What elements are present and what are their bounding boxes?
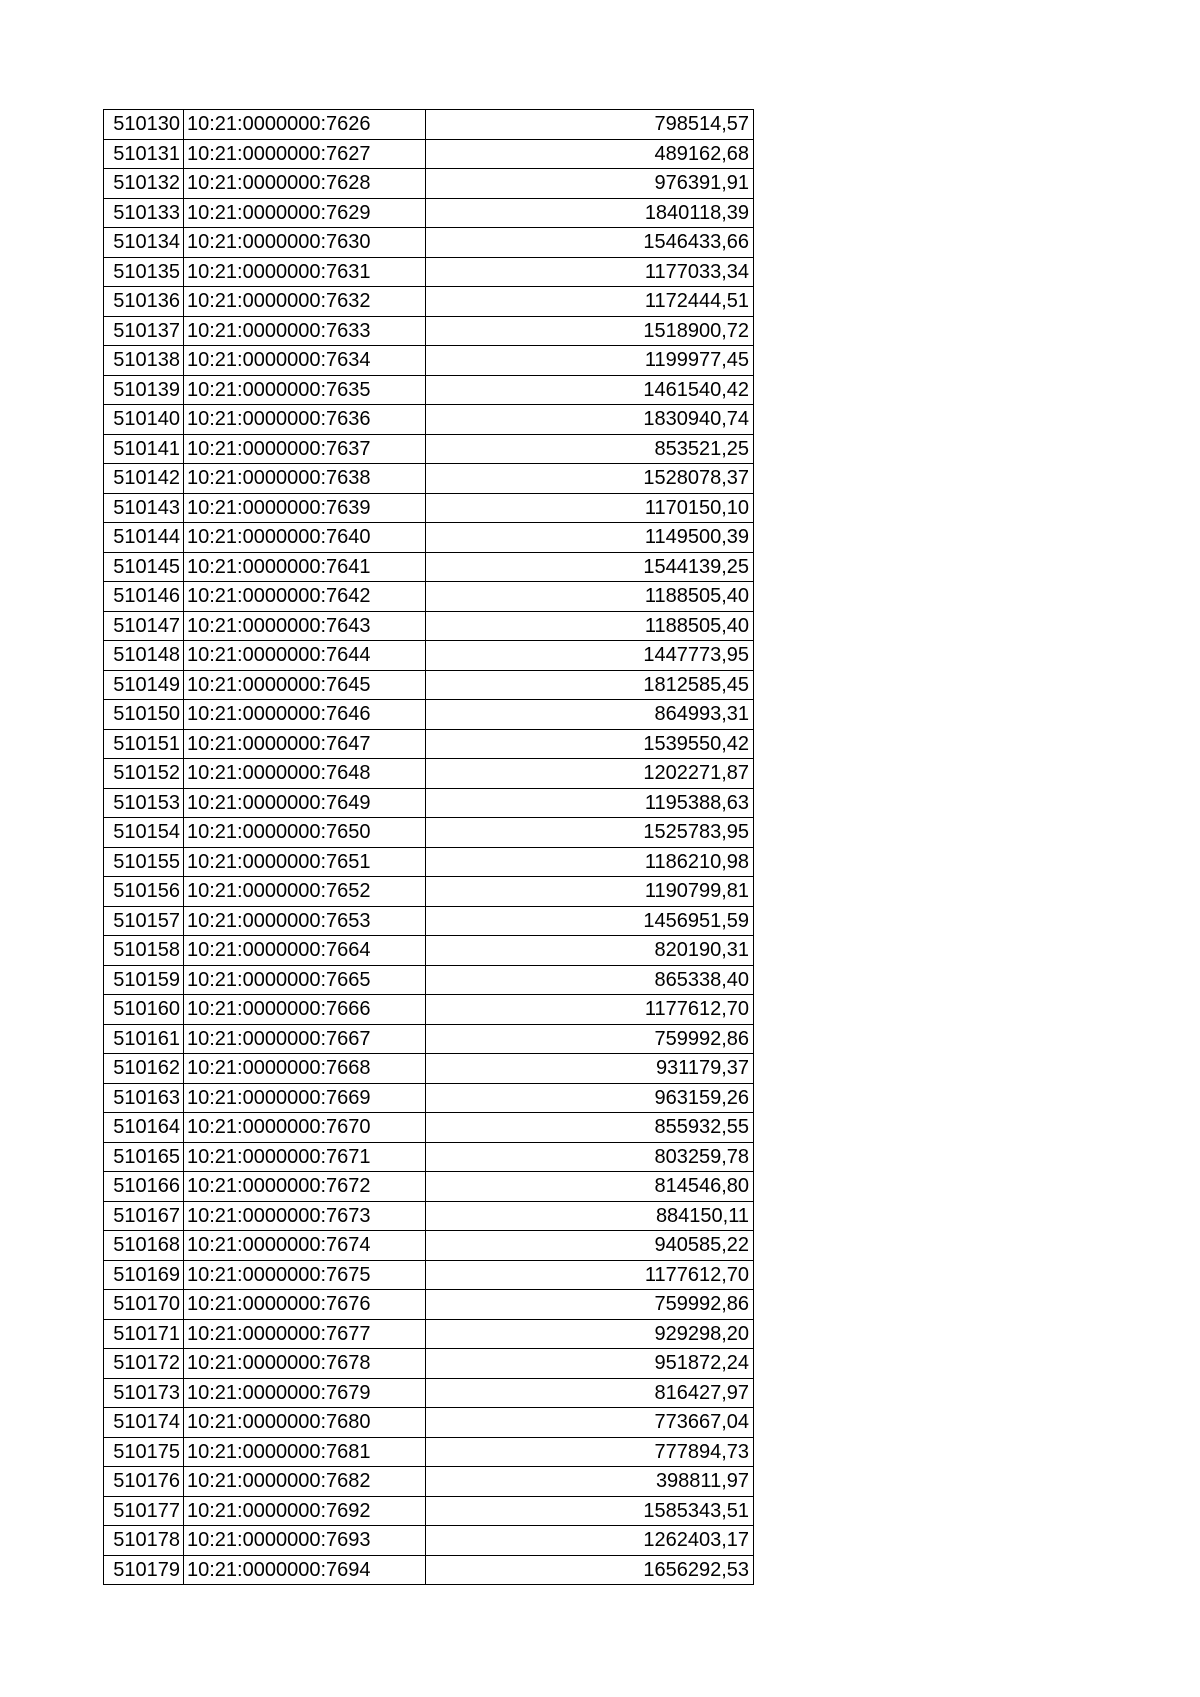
row-number-cell: 510139 <box>104 375 184 405</box>
table-body <box>104 110 754 1585</box>
value-cell: 814546,80 <box>426 1172 754 1202</box>
table-row <box>104 1349 754 1379</box>
value-cell: 1656292,53 <box>426 1555 754 1585</box>
value-cell: 865338,40 <box>426 965 754 995</box>
table-row <box>104 1231 754 1261</box>
cadastral-number-cell: 10:21:0000000:7677 <box>184 1319 426 1349</box>
row-number-cell: 510154 <box>104 818 184 848</box>
cadastral-number-cell: 10:21:0000000:7682 <box>184 1467 426 1497</box>
row-number-cell: 510163 <box>104 1083 184 1113</box>
value-cell: 1528078,37 <box>426 464 754 494</box>
row-number-cell: 510138 <box>104 346 184 376</box>
cadastral-number-cell: 10:21:0000000:7675 <box>184 1260 426 1290</box>
row-number-cell: 510151 <box>104 729 184 759</box>
table-row <box>104 877 754 907</box>
cadastral-number-cell: 10:21:0000000:7679 <box>184 1378 426 1408</box>
table-row <box>104 228 754 258</box>
table-row <box>104 1201 754 1231</box>
row-number-cell: 510173 <box>104 1378 184 1408</box>
row-number-cell: 510140 <box>104 405 184 435</box>
value-cell: 1812585,45 <box>426 670 754 700</box>
row-number-cell: 510165 <box>104 1142 184 1172</box>
row-number-cell: 510169 <box>104 1260 184 1290</box>
value-cell: 773667,04 <box>426 1408 754 1438</box>
cadastral-number-cell: 10:21:0000000:7651 <box>184 847 426 877</box>
cadastral-number-cell: 10:21:0000000:7670 <box>184 1113 426 1143</box>
value-cell: 1177612,70 <box>426 1260 754 1290</box>
table-row <box>104 788 754 818</box>
row-number-cell: 510143 <box>104 493 184 523</box>
row-number-cell: 510146 <box>104 582 184 612</box>
row-number-cell: 510170 <box>104 1290 184 1320</box>
value-cell: 1585343,51 <box>426 1496 754 1526</box>
cadastral-number-cell: 10:21:0000000:7644 <box>184 641 426 671</box>
cadastral-number-cell: 10:21:0000000:7638 <box>184 464 426 494</box>
row-number-cell: 510132 <box>104 169 184 199</box>
row-number-cell: 510178 <box>104 1526 184 1556</box>
table-row <box>104 1526 754 1556</box>
row-number-cell: 510156 <box>104 877 184 907</box>
row-number-cell: 510157 <box>104 906 184 936</box>
row-number-cell: 510137 <box>104 316 184 346</box>
cadastral-number-cell: 10:21:0000000:7636 <box>184 405 426 435</box>
value-cell: 759992,86 <box>426 1024 754 1054</box>
table-row <box>104 1408 754 1438</box>
row-number-cell: 510171 <box>104 1319 184 1349</box>
cadastral-number-cell: 10:21:0000000:7641 <box>184 552 426 582</box>
table-row <box>104 641 754 671</box>
table-row <box>104 936 754 966</box>
table-row <box>104 287 754 317</box>
value-cell: 929298,20 <box>426 1319 754 1349</box>
table-row <box>104 198 754 228</box>
cadastral-number-cell: 10:21:0000000:7652 <box>184 877 426 907</box>
row-number-cell: 510131 <box>104 139 184 169</box>
value-cell: 853521,25 <box>426 434 754 464</box>
cadastral-number-cell: 10:21:0000000:7628 <box>184 169 426 199</box>
table-row <box>104 582 754 612</box>
cadastral-number-cell: 10:21:0000000:7629 <box>184 198 426 228</box>
value-cell: 1525783,95 <box>426 818 754 848</box>
table-row <box>104 1290 754 1320</box>
table-row <box>104 906 754 936</box>
cadastral-number-cell: 10:21:0000000:7664 <box>184 936 426 966</box>
row-number-cell: 510176 <box>104 1467 184 1497</box>
cadastral-number-cell: 10:21:0000000:7642 <box>184 582 426 612</box>
cadastral-number-cell: 10:21:0000000:7633 <box>184 316 426 346</box>
table-row <box>104 670 754 700</box>
value-cell: 1830940,74 <box>426 405 754 435</box>
table-row <box>104 169 754 199</box>
value-cell: 1456951,59 <box>426 906 754 936</box>
value-cell: 1149500,39 <box>426 523 754 553</box>
table-row <box>104 611 754 641</box>
table-row <box>104 523 754 553</box>
table-row <box>104 1172 754 1202</box>
cadastral-number-cell: 10:21:0000000:7637 <box>184 434 426 464</box>
value-cell: 1177612,70 <box>426 995 754 1025</box>
table-row <box>104 1437 754 1467</box>
value-cell: 1172444,51 <box>426 287 754 317</box>
table-row <box>104 464 754 494</box>
table-row <box>104 965 754 995</box>
table-row <box>104 1467 754 1497</box>
cadastral-number-cell: 10:21:0000000:7645 <box>184 670 426 700</box>
table-row <box>104 1496 754 1526</box>
row-number-cell: 510148 <box>104 641 184 671</box>
row-number-cell: 510135 <box>104 257 184 287</box>
value-cell: 1840118,39 <box>426 198 754 228</box>
table-row <box>104 346 754 376</box>
table-row <box>104 1378 754 1408</box>
cadastral-number-cell: 10:21:0000000:7665 <box>184 965 426 995</box>
cadastral-number-cell: 10:21:0000000:7671 <box>184 1142 426 1172</box>
row-number-cell: 510144 <box>104 523 184 553</box>
value-cell: 884150,11 <box>426 1201 754 1231</box>
row-number-cell: 510161 <box>104 1024 184 1054</box>
cadastral-number-cell: 10:21:0000000:7649 <box>184 788 426 818</box>
value-cell: 940585,22 <box>426 1231 754 1261</box>
value-cell: 1544139,25 <box>426 552 754 582</box>
row-number-cell: 510179 <box>104 1555 184 1585</box>
value-cell: 951872,24 <box>426 1349 754 1379</box>
table-row <box>104 1083 754 1113</box>
table-row <box>104 1054 754 1084</box>
row-number-cell: 510167 <box>104 1201 184 1231</box>
value-cell: 803259,78 <box>426 1142 754 1172</box>
row-number-cell: 510160 <box>104 995 184 1025</box>
cadastral-number-cell: 10:21:0000000:7667 <box>184 1024 426 1054</box>
value-cell: 931179,37 <box>426 1054 754 1084</box>
cadastral-number-cell: 10:21:0000000:7666 <box>184 995 426 1025</box>
row-number-cell: 510166 <box>104 1172 184 1202</box>
table-row <box>104 995 754 1025</box>
value-cell: 1546433,66 <box>426 228 754 258</box>
table-row <box>104 110 754 140</box>
row-number-cell: 510142 <box>104 464 184 494</box>
cadastral-number-cell: 10:21:0000000:7669 <box>184 1083 426 1113</box>
table-row <box>104 729 754 759</box>
cadastral-number-cell: 10:21:0000000:7634 <box>184 346 426 376</box>
value-cell: 1177033,34 <box>426 257 754 287</box>
cadastral-number-cell: 10:21:0000000:7635 <box>184 375 426 405</box>
value-cell: 1188505,40 <box>426 582 754 612</box>
table-row <box>104 700 754 730</box>
row-number-cell: 510130 <box>104 110 184 140</box>
value-cell: 820190,31 <box>426 936 754 966</box>
table-row <box>104 1555 754 1585</box>
row-number-cell: 510141 <box>104 434 184 464</box>
value-cell: 759992,86 <box>426 1290 754 1320</box>
cadastral-number-cell: 10:21:0000000:7631 <box>184 257 426 287</box>
row-number-cell: 510162 <box>104 1054 184 1084</box>
row-number-cell: 510133 <box>104 198 184 228</box>
row-number-cell: 510149 <box>104 670 184 700</box>
cadastral-number-cell: 10:21:0000000:7647 <box>184 729 426 759</box>
row-number-cell: 510159 <box>104 965 184 995</box>
row-number-cell: 510164 <box>104 1113 184 1143</box>
value-cell: 1190799,81 <box>426 877 754 907</box>
row-number-cell: 510145 <box>104 552 184 582</box>
value-cell: 1262403,17 <box>426 1526 754 1556</box>
cadastral-number-cell: 10:21:0000000:7668 <box>184 1054 426 1084</box>
table-row <box>104 1260 754 1290</box>
cadastral-number-cell: 10:21:0000000:7639 <box>184 493 426 523</box>
row-number-cell: 510150 <box>104 700 184 730</box>
cadastral-number-cell: 10:21:0000000:7630 <box>184 228 426 258</box>
row-number-cell: 510152 <box>104 759 184 789</box>
row-number-cell: 510153 <box>104 788 184 818</box>
cadastral-number-cell: 10:21:0000000:7626 <box>184 110 426 140</box>
row-number-cell: 510174 <box>104 1408 184 1438</box>
cadastral-number-cell: 10:21:0000000:7676 <box>184 1290 426 1320</box>
value-cell: 1170150,10 <box>426 493 754 523</box>
cadastral-number-cell: 10:21:0000000:7640 <box>184 523 426 553</box>
table-row <box>104 375 754 405</box>
value-cell: 864993,31 <box>426 700 754 730</box>
value-cell: 1202271,87 <box>426 759 754 789</box>
row-number-cell: 510158 <box>104 936 184 966</box>
cadastral-number-cell: 10:21:0000000:7678 <box>184 1349 426 1379</box>
cadastral-number-cell: 10:21:0000000:7653 <box>184 906 426 936</box>
cadastral-number-cell: 10:21:0000000:7650 <box>184 818 426 848</box>
row-number-cell: 510147 <box>104 611 184 641</box>
value-cell: 1447773,95 <box>426 641 754 671</box>
value-cell: 798514,57 <box>426 110 754 140</box>
cadastral-number-cell: 10:21:0000000:7673 <box>184 1201 426 1231</box>
cadastral-number-cell: 10:21:0000000:7646 <box>184 700 426 730</box>
table-row <box>104 493 754 523</box>
row-number-cell: 510155 <box>104 847 184 877</box>
cadastral-number-cell: 10:21:0000000:7672 <box>184 1172 426 1202</box>
table-row <box>104 405 754 435</box>
table-row <box>104 847 754 877</box>
table-row <box>104 1113 754 1143</box>
cadastral-number-cell: 10:21:0000000:7632 <box>184 287 426 317</box>
row-number-cell: 510172 <box>104 1349 184 1379</box>
value-cell: 1461540,42 <box>426 375 754 405</box>
value-cell: 777894,73 <box>426 1437 754 1467</box>
value-cell: 1195388,63 <box>426 788 754 818</box>
value-cell: 976391,91 <box>426 169 754 199</box>
value-cell: 816427,97 <box>426 1378 754 1408</box>
table-row <box>104 1024 754 1054</box>
table-row <box>104 257 754 287</box>
cadastral-number-cell: 10:21:0000000:7694 <box>184 1555 426 1585</box>
table-row <box>104 316 754 346</box>
cadastral-number-cell: 10:21:0000000:7681 <box>184 1437 426 1467</box>
row-number-cell: 510177 <box>104 1496 184 1526</box>
value-cell: 855932,55 <box>426 1113 754 1143</box>
table-row <box>104 552 754 582</box>
table-row <box>104 434 754 464</box>
value-cell: 489162,68 <box>426 139 754 169</box>
row-number-cell: 510134 <box>104 228 184 258</box>
row-number-cell: 510175 <box>104 1437 184 1467</box>
value-cell: 398811,97 <box>426 1467 754 1497</box>
data-table <box>103 109 754 1585</box>
value-cell: 1199977,45 <box>426 346 754 376</box>
cadastral-number-cell: 10:21:0000000:7627 <box>184 139 426 169</box>
table-row <box>104 1319 754 1349</box>
cadastral-number-cell: 10:21:0000000:7680 <box>184 1408 426 1438</box>
value-cell: 1188505,40 <box>426 611 754 641</box>
row-number-cell: 510136 <box>104 287 184 317</box>
cadastral-number-cell: 10:21:0000000:7674 <box>184 1231 426 1261</box>
cadastral-number-cell: 10:21:0000000:7693 <box>184 1526 426 1556</box>
cadastral-number-cell: 10:21:0000000:7648 <box>184 759 426 789</box>
cadastral-number-cell: 10:21:0000000:7643 <box>184 611 426 641</box>
value-cell: 1186210,98 <box>426 847 754 877</box>
value-cell: 963159,26 <box>426 1083 754 1113</box>
cadastral-number-cell: 10:21:0000000:7692 <box>184 1496 426 1526</box>
table-row <box>104 139 754 169</box>
value-cell: 1518900,72 <box>426 316 754 346</box>
table-row <box>104 818 754 848</box>
table-row <box>104 1142 754 1172</box>
table-row <box>104 759 754 789</box>
value-cell: 1539550,42 <box>426 729 754 759</box>
row-number-cell: 510168 <box>104 1231 184 1261</box>
